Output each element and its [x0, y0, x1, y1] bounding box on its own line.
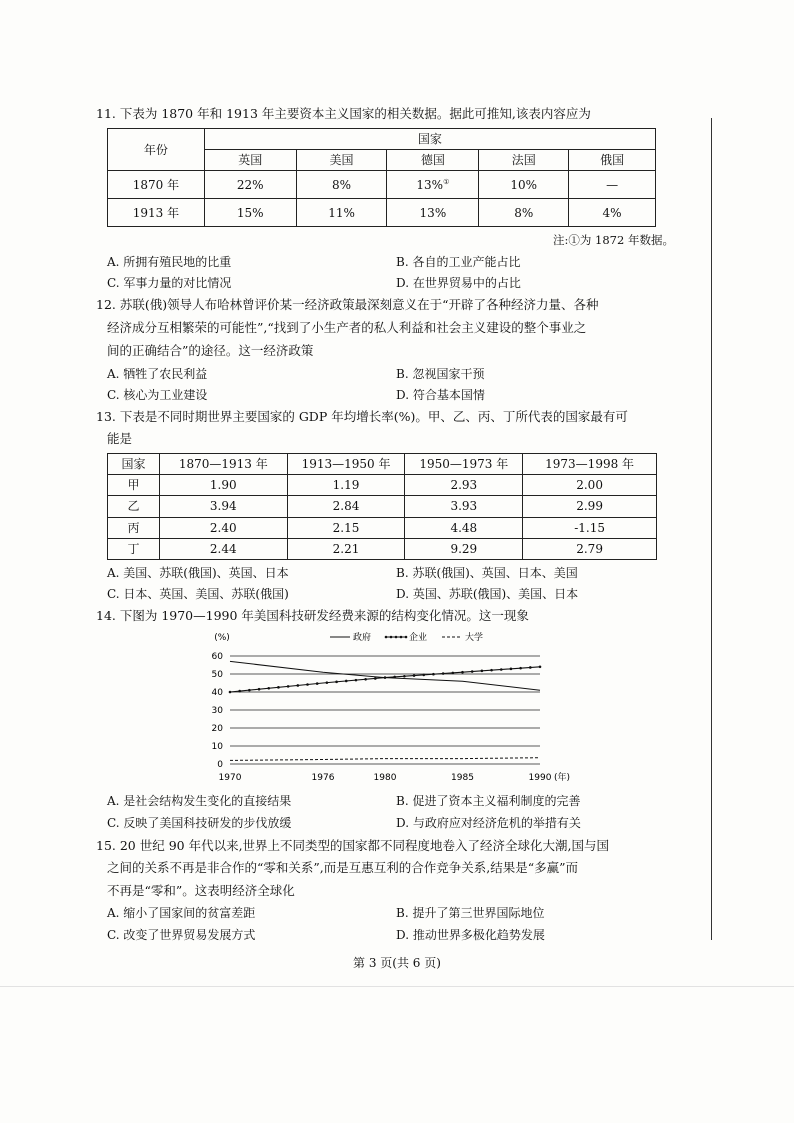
- q11-country: 英国: [204, 150, 296, 171]
- q13-cell: 丙: [108, 517, 160, 538]
- series-point: [258, 688, 261, 691]
- q13-cell: 1.19: [287, 475, 405, 496]
- q15-stem-line: 15. 20 世纪 90 年代以来,世界上不同类型的国家都不同程度地卷入了经济全球化大潮,国与国: [96, 838, 610, 853]
- series-point: [374, 677, 377, 680]
- q13-cell: 2.99: [523, 496, 657, 517]
- q11-year-cell: 1870 年: [108, 171, 205, 199]
- option-b[interactable]: B. 忽视国家干预: [396, 367, 485, 381]
- q11-stem: 11. 下表为 1870 年和 1913 年主要资本主义国家的相关数据。据此可推知,该表内容应为: [96, 106, 591, 121]
- series-point: [432, 673, 435, 676]
- series-point: [393, 676, 396, 679]
- option-d[interactable]: D. 与政府应对经济危机的举措有关: [396, 816, 581, 830]
- footnote-mark: ①: [443, 177, 450, 186]
- series-point: [229, 691, 232, 694]
- option-c[interactable]: C. 日本、英国、美国、苏联(俄国): [107, 587, 289, 601]
- q13-header: 1870—1913 年: [159, 454, 287, 475]
- option-d[interactable]: D. 推动世界多极化趋势发展: [396, 928, 545, 942]
- rd-funding-line-chart: [205, 628, 575, 788]
- series-point: [355, 679, 358, 682]
- q15-stem-line: 不再是“零和”。这表明经济全球化: [107, 883, 295, 898]
- series-point: [452, 672, 455, 675]
- q13-header: 国家: [108, 454, 160, 475]
- series-point: [248, 689, 251, 692]
- option-a[interactable]: A. 缩小了国家间的贫富差距: [107, 906, 256, 920]
- y-axis-label: (%): [214, 633, 230, 643]
- q11-cell: 10%: [479, 171, 569, 199]
- series-line-2: [230, 758, 540, 761]
- q13-cell: 1.90: [159, 475, 287, 496]
- q13-header: 1973—1998 年: [523, 454, 657, 475]
- q13-cell: 2.93: [405, 475, 523, 496]
- q13-cell: 4.48: [405, 517, 523, 538]
- q13-cell: 2.44: [159, 538, 287, 559]
- option-c[interactable]: C. 改变了世界贸易发展方式: [107, 928, 256, 942]
- q11-cell: [387, 171, 479, 199]
- option-a[interactable]: A. 牺牲了农民利益: [107, 367, 208, 381]
- series-line-1: [230, 667, 540, 692]
- table-row: [108, 496, 657, 517]
- q13-cell: 3.94: [159, 496, 287, 517]
- page-bottom-rule: [0, 986, 794, 987]
- option-b[interactable]: B. 促进了资本主义福利制度的完善: [396, 794, 581, 808]
- option-c[interactable]: C. 反映了美国科技研发的步伐放缓: [107, 816, 292, 830]
- series-point: [345, 680, 348, 683]
- series-point: [238, 690, 241, 693]
- q11-cell: 11%: [296, 199, 387, 227]
- series-point: [326, 681, 329, 684]
- q11-table: [107, 128, 656, 227]
- series-point: [316, 682, 319, 685]
- series-point: [539, 666, 542, 669]
- series-point: [287, 685, 290, 688]
- y-tick-label: 30: [211, 706, 223, 716]
- x-axis-label: (年): [553, 773, 571, 783]
- q14-stem: 14. 下图为 1970—1990 年美国科技研发经费来源的结构变化情况。这一现象: [96, 608, 529, 623]
- q12-stem-line: 间的正确结合”的途径。这一经济政策: [107, 343, 314, 358]
- option-a[interactable]: A. 美国、苏联(俄国)、英国、日本: [107, 566, 289, 580]
- q11-cell: 4%: [569, 199, 656, 227]
- legend-marker: [395, 636, 398, 639]
- q13-cell: 3.93: [405, 496, 523, 517]
- series-point: [529, 666, 532, 669]
- y-tick-label: 50: [211, 670, 223, 680]
- option-d[interactable]: D. 符合基本国情: [396, 388, 485, 402]
- q13-header: 1950—1973 年: [405, 454, 523, 475]
- option-a[interactable]: A. 所拥有殖民地的比重: [107, 255, 232, 269]
- series-point: [490, 669, 493, 672]
- q13-cell: 9.29: [405, 538, 523, 559]
- x-tick-label: 1990: [528, 773, 552, 783]
- y-tick-label: 40: [211, 688, 223, 698]
- q13-cell: 2.15: [287, 517, 405, 538]
- legend-marker: [405, 636, 408, 639]
- series-point: [422, 674, 425, 677]
- q13-cell: 2.21: [287, 538, 405, 559]
- q11-cell: 22%: [204, 171, 296, 199]
- legend-entry: 大学: [465, 633, 484, 643]
- x-tick-label: 1980: [373, 773, 397, 783]
- series-point: [471, 670, 474, 673]
- legend-marker: [390, 636, 393, 639]
- q11-note: 注:①为 1872 年数据。: [553, 233, 674, 247]
- legend-entry: 企业: [409, 633, 428, 643]
- series-line-0: [230, 661, 540, 690]
- q12-stem-line: 经济成分互相繁荣的可能性”,“找到了小生产者的私人利益和社会主义建设的整个事业之: [107, 320, 587, 335]
- series-point: [267, 687, 270, 690]
- option-d[interactable]: D. 在世界贸易中的占比: [396, 276, 521, 290]
- q13-cell: -1.15: [523, 517, 657, 538]
- q13-header: 1913—1950 年: [287, 454, 405, 475]
- legend-entry: 政府: [353, 633, 372, 643]
- q13-cell: 乙: [108, 496, 160, 517]
- table-row: [108, 171, 656, 199]
- q13-stem-line: 13. 下表是不同时期世界主要国家的 GDP 年均增长率(%)。甲、乙、丙、丁所代表的国家最有可: [96, 409, 628, 424]
- option-c[interactable]: C. 军事力量的对比情况: [107, 276, 232, 290]
- series-point: [277, 686, 280, 689]
- option-a[interactable]: A. 是社会结构发生变化的直接结果: [107, 794, 292, 808]
- table-row: [108, 538, 657, 559]
- x-tick-label: 1970: [218, 773, 242, 783]
- q11-country: 美国: [296, 150, 387, 171]
- q11-year-cell: 1913 年: [108, 199, 205, 227]
- series-point: [384, 676, 387, 679]
- series-point: [500, 668, 503, 671]
- option-c[interactable]: C. 核心为工业建设: [107, 388, 208, 402]
- q13-cell: 丁: [108, 538, 160, 559]
- x-tick-label: 1985: [451, 773, 474, 783]
- q11-header-country: 国家: [204, 129, 655, 150]
- legend-marker: [400, 636, 403, 639]
- legend-marker: [385, 636, 388, 639]
- option-b[interactable]: B. 提升了第三世界国际地位: [396, 906, 545, 920]
- x-tick-label: 1976: [311, 773, 335, 783]
- q11-cell: 8%: [296, 171, 387, 199]
- q11-cell-value: 13%: [416, 177, 444, 192]
- y-tick-label: 0: [217, 760, 223, 770]
- q11-cell: 15%: [204, 199, 296, 227]
- series-point: [335, 681, 338, 684]
- page-footer: 第 3 页(共 6 页): [353, 956, 441, 970]
- q13-table: [107, 453, 657, 560]
- table-row: [108, 199, 656, 227]
- q13-stem-line: 能是: [107, 431, 133, 446]
- q13-cell: 2.79: [523, 538, 657, 559]
- series-point: [481, 670, 484, 673]
- q11-cell: 13%: [387, 199, 479, 227]
- margin-rule: [711, 118, 712, 940]
- q13-cell: 甲: [108, 475, 160, 496]
- series-point: [510, 668, 513, 671]
- q15-stem-line: 之间的关系不再是非合作的“零和关系”,而是互惠互利的合作竞争关系,结果是“多赢”而: [107, 860, 579, 875]
- series-point: [297, 684, 300, 687]
- q11-cell: —: [569, 171, 656, 199]
- option-b[interactable]: B. 苏联(俄国)、英国、日本、美国: [396, 566, 578, 580]
- table-row: [108, 517, 657, 538]
- y-tick-label: 20: [211, 724, 223, 734]
- series-point: [461, 671, 464, 674]
- series-point: [413, 674, 416, 677]
- q11-cell: 8%: [479, 199, 569, 227]
- q13-cell: 2.84: [287, 496, 405, 517]
- series-point: [306, 683, 309, 686]
- q13-cell: 2.40: [159, 517, 287, 538]
- option-d[interactable]: D. 英国、苏联(俄国)、美国、日本: [396, 587, 579, 601]
- y-tick-label: 60: [211, 652, 223, 662]
- table-row: [108, 475, 657, 496]
- q11-country: 俄国: [569, 150, 656, 171]
- series-point: [519, 667, 522, 670]
- q11-country: 法国: [479, 150, 569, 171]
- y-tick-label: 10: [211, 742, 223, 752]
- option-b[interactable]: B. 各自的工业产能占比: [396, 255, 521, 269]
- series-point: [364, 678, 367, 681]
- series-point: [403, 675, 406, 678]
- q12-stem-line: 12. 苏联(俄)领导人布哈林曾评价某一经济政策最深刻意义在于“开辟了各种经济力量、各种: [96, 297, 599, 312]
- q11-header-year: 年份: [108, 129, 205, 171]
- q13-cell: 2.00: [523, 475, 657, 496]
- series-point: [442, 672, 445, 675]
- q11-country: 德国: [387, 150, 479, 171]
